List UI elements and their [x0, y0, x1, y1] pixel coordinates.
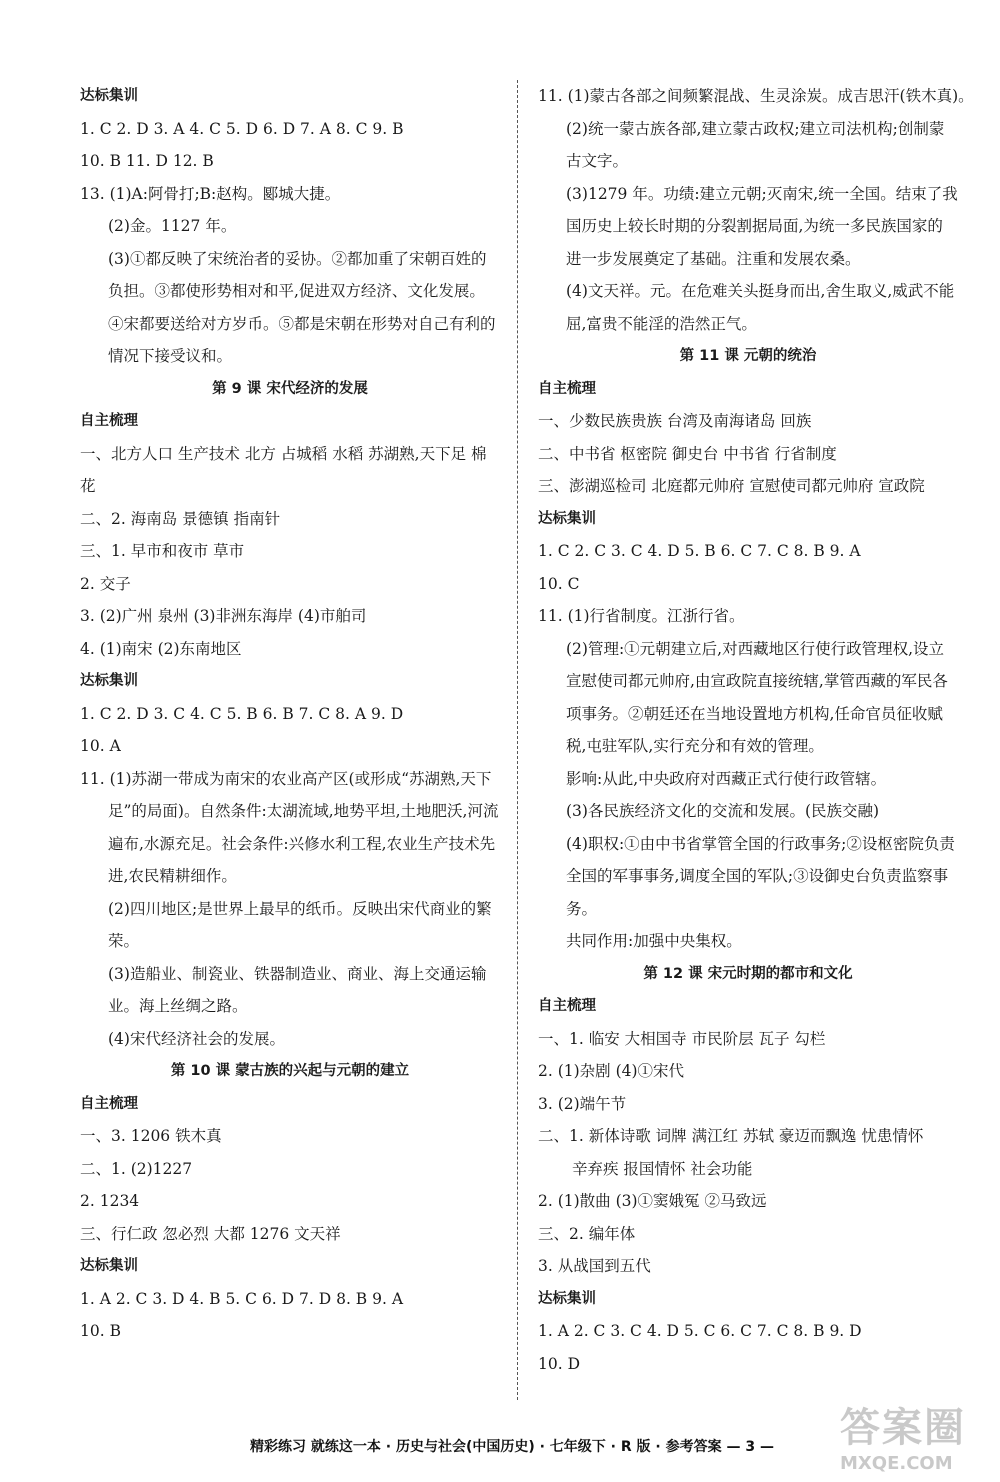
- answer-line: (4)宋代经济社会的发展。: [108, 1029, 285, 1048]
- answer-line: 共同作用:加强中央集权。: [566, 932, 742, 950]
- answer-line: (3)①都反映了宋统治者的妥协。②都加重了宋朝百姓的负担。③都使形势相对和平,促进双方经济、文化发展。④宋都要送给对方岁币。⑤都是宋朝在形势对自己有利的情况下接受议和。: [108, 249, 496, 365]
- section-heading: 自主梳理: [538, 380, 596, 397]
- column-divider: [517, 80, 518, 1400]
- answer-line: (3)各民族经济文化的交流和发展。(民族交融): [566, 802, 880, 820]
- answer-line: 1. C 2. C 3. C 4. D 5. B 6. C 7. C 8. B 9. A: [538, 542, 861, 560]
- section-heading: 达标集训: [80, 88, 138, 104]
- answer-line: 11. (1)蒙古各部之间频繁混战、生灵涂炭。成吉思汗(铁木真)。: [538, 87, 974, 105]
- answer-line: 10. D: [538, 1354, 581, 1373]
- answer-line: 1. C 2. D 3. A 4. C 5. D 6. D 7. A 8. C 9. B: [80, 119, 404, 138]
- section-heading: 达标集训: [538, 510, 596, 527]
- answer-line: 1. C 2. D 3. C 4. C 5. B 6. B 7. C 8. A 9. D: [80, 704, 404, 723]
- section-heading: 达标集训: [80, 1258, 138, 1274]
- right-column: [538, 80, 974, 1380]
- lesson-title: 第 9 课 宋代经济的发展: [212, 380, 368, 397]
- section-heading: 达标集训: [538, 1290, 596, 1307]
- answer-line: 2. (1)散曲 (3)①窦娥冤 ②马致远: [538, 1192, 767, 1210]
- answer-line: 3. 从战国到五代: [538, 1257, 651, 1275]
- watermark-logo-text: 答案圈: [840, 1405, 966, 1451]
- answer-line: 2. (1)杂剧 (4)①宋代: [538, 1062, 685, 1080]
- watermark-url: MXQE.COM: [840, 1453, 953, 1474]
- answer-line: 一、1. 临安 大相国寺 市民阶层 瓦子 勾栏: [538, 1029, 826, 1048]
- answer-line: 10. B: [80, 1322, 121, 1340]
- answer-line: 11. (1)苏湖一带成为南宋的农业高产区(或形成“苏湖熟,天下足”的局面)。自然条件:太湖流域,地势平坦,土地肥沃,河流遍布,水源充足。社会条件:兴修水利工程,农业生产技术先进,农民精耕细作。: [80, 769, 499, 885]
- answer-line: 1. A 2. C 3. D 4. B 5. C 6. D 7. D 8. B 9. A: [80, 1289, 404, 1308]
- answer-line: 10. B 11. D 12. B: [80, 152, 214, 170]
- answer-line: 2. 交子: [80, 574, 131, 593]
- answer-line: (2)管理:①元朝建立后,对西藏地区行使行政管理权,设立宣慰使司都元帅府,由宣政院直接统辖,掌管西藏的军民各项事务。②朝廷还在当地设置地方机构,任命官员征收赋税,屯驻军队,实行充分和有效的管理。: [566, 639, 948, 755]
- answer-line: 三、澎湖巡检司 北庭都元帅府 宣慰使司都元帅府 宣政院: [538, 477, 925, 495]
- answer-line: 二、中书省 枢密院 御史台 中书省 行省制度: [538, 444, 837, 463]
- answer-line: (3)1279 年。功绩:建立元朝;灭南宋,统一全国。结束了我国历史上较长时期的分裂割据局面,为统一多民族国家的进一步发展奠定了基础。注重和发展农桑。: [566, 184, 958, 268]
- answer-line: 3. (2)端午节: [538, 1094, 627, 1113]
- answer-line: 三、2. 编年体: [538, 1224, 636, 1243]
- answer-line: (2)四川地区;是世界上最早的纸币。反映出宋代商业的繁荣。: [108, 899, 492, 950]
- answer-line: 一、北方人口 生产技术 北方 占城稻 水稻 苏湖熟,天下足 棉花: [80, 444, 487, 495]
- section-heading: 自主梳理: [538, 998, 596, 1014]
- answer-line: 10. A: [80, 737, 121, 755]
- answer-line: (3)造船业、制瓷业、铁器制造业、商业、海上交通运输业。海上丝绸之路。: [108, 964, 487, 1015]
- answer-line: 二、1. 新体诗歌 词牌 满江红 苏轼 豪迈而飘逸 忧患情怀: [538, 1127, 924, 1145]
- lesson-title: 第 10 课 蒙古族的兴起与元朝的建立: [170, 1063, 410, 1079]
- answer-line: (2)金。1127 年。: [108, 217, 237, 235]
- answer-line: 辛弃疾 报国情怀 社会功能: [572, 1159, 753, 1178]
- answer-line: 三、行仁政 忽必烈 大都 1276 文天祥: [80, 1224, 341, 1243]
- answer-line: 3. (2)广州 泉州 (3)非洲东海岸 (4)市舶司: [80, 607, 367, 625]
- answer-line: (2)统一蒙古族各部,建立蒙古政权;建立司法机构;创制蒙古文字。: [566, 119, 945, 170]
- answer-line: 13. (1)A:阿骨打;B:赵构。郾城大捷。: [80, 184, 341, 203]
- answer-line: 一、少数民族贵族 台湾及南海诸岛 回族: [538, 412, 812, 430]
- answer-line: 11. (1)行省制度。江浙行省。: [538, 607, 745, 625]
- answer-line: 二、2. 海南岛 景德镇 指南针: [80, 509, 281, 528]
- watermark-logo: [840, 1396, 990, 1476]
- lesson-title: 第 12 课 宋元时期的都市和文化: [643, 965, 853, 982]
- answer-line: 三、1. 早市和夜市 草市: [80, 542, 245, 560]
- section-heading: 达标集训: [80, 673, 138, 689]
- answer-line: 一、3. 1206 铁木真: [80, 1127, 222, 1145]
- answer-line: (4)文天祥。元。在危难关头挺身而出,舍生取义,威武不能屈,富贵不能淫的浩然正气。: [566, 282, 955, 333]
- section-heading: 自主梳理: [80, 413, 138, 429]
- answer-line: (4)职权:①由中书省掌管全国的行政事务;②设枢密院负责全国的军事事务,调度全国的军队;③设御史台负责监察事务。: [566, 834, 955, 918]
- answer-line: 2. 1234: [80, 1192, 140, 1210]
- answer-line: 4. (1)南宋 (2)东南地区: [80, 639, 242, 658]
- page-footer: 精彩练习 就练这一本 · 历史与社会(中国历史) · 七年级下 · R 版 · 参考答案 — 3 —: [250, 1439, 774, 1455]
- left-column: [80, 80, 500, 1348]
- answer-line: 二、1. (2)1227: [80, 1159, 193, 1178]
- lesson-title: 第 11 课 元朝的统治: [679, 348, 817, 364]
- answer-line: 1. A 2. C 3. C 4. D 5. C 6. C 7. C 8. B 9. D: [538, 1322, 862, 1340]
- answer-line: 影响:从此,中央政府对西藏正式行使行政管辖。: [566, 769, 887, 788]
- section-heading: 自主梳理: [80, 1095, 138, 1112]
- answer-line: 10. C: [538, 574, 580, 593]
